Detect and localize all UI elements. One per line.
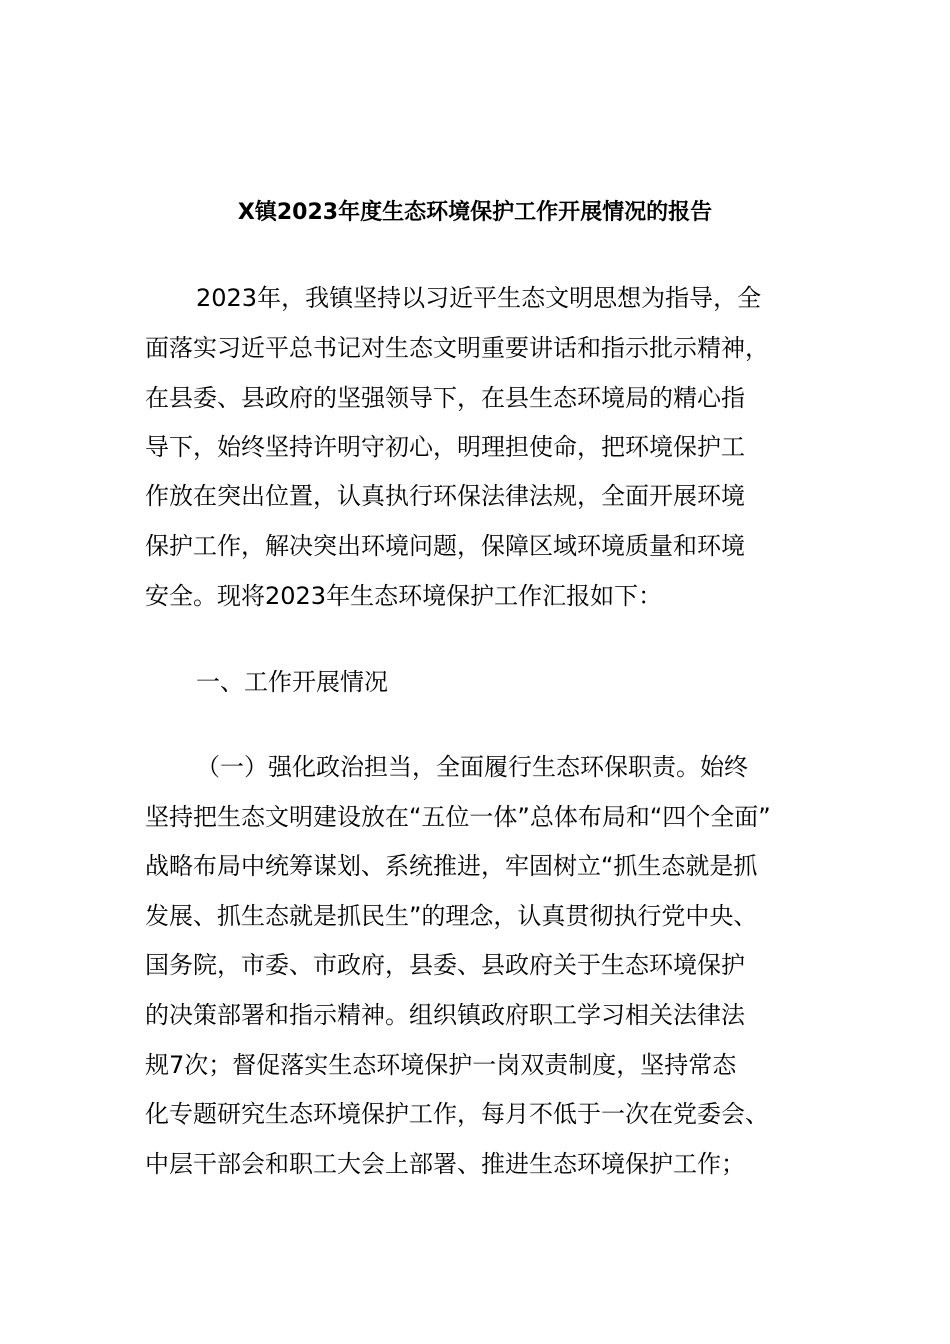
paragraph-2-line-1: （一）强化政治担当，全面履行生态环保职责。始终 bbox=[196, 753, 748, 781]
section-heading: 一、工作开展情况 bbox=[196, 668, 388, 696]
paragraph-1-line-5: 作放在突出位置，认真执行环保法律法规，全面开展环境 bbox=[145, 482, 745, 510]
paragraph-2-line-7: 规7次；督促落实生态环境保护一岗双责制度，坚持常态 bbox=[145, 1051, 737, 1079]
paragraph-1-line-2: 面落实习近平总书记对生态文明重要讲话和指示批示精神， bbox=[145, 334, 769, 362]
paragraph-2-line-8: 化专题研究生态环境保护工作，每月不低于一次在党委会、 bbox=[145, 1100, 769, 1128]
paragraph-2-line-2: 坚持把生态文明建设放在“五位一体”总体布局和“四个全面” bbox=[145, 803, 771, 831]
paragraph-2-line-6: 的决策部署和指示精神。组织镇政府职工学习相关法律法 bbox=[145, 1001, 745, 1029]
paragraph-2-line-3: 战略布局中统筹谋划、系统推进，牢固树立“抓生态就是抓 bbox=[145, 852, 758, 880]
paragraph-1-line-6: 保护工作，解决突出环境问题，保障区域环境质量和环境 bbox=[145, 532, 745, 560]
paragraph-1-line-3: 在县委、县政府的坚强领导下，在县生态环境局的精心指 bbox=[145, 384, 745, 412]
paragraph-1-line-7: 安全。现将2023年生态环境保护工作汇报如下： bbox=[145, 582, 663, 610]
paragraph-2-line-9: 中层干部会和职工大会上部署、推进生态环境保护工作； bbox=[145, 1150, 745, 1178]
paragraph-2-line-5: 国务院，市委、市政府，县委、县政府关于生态环境保护 bbox=[145, 951, 745, 979]
paragraph-1-line-1: 2023年，我镇坚持以习近平生态文明思想为指导，全 bbox=[196, 284, 762, 312]
paragraph-1-line-4: 导下，始终坚持许明守初心，明理担使命，把环境保护工 bbox=[145, 433, 745, 461]
document-title: X镇2023年度生态环境保护工作开展情况的报告 bbox=[237, 200, 713, 225]
paragraph-2-line-4: 发展、抓生态就是抓民生”的理念，认真贯彻执行党中央、 bbox=[145, 902, 758, 930]
